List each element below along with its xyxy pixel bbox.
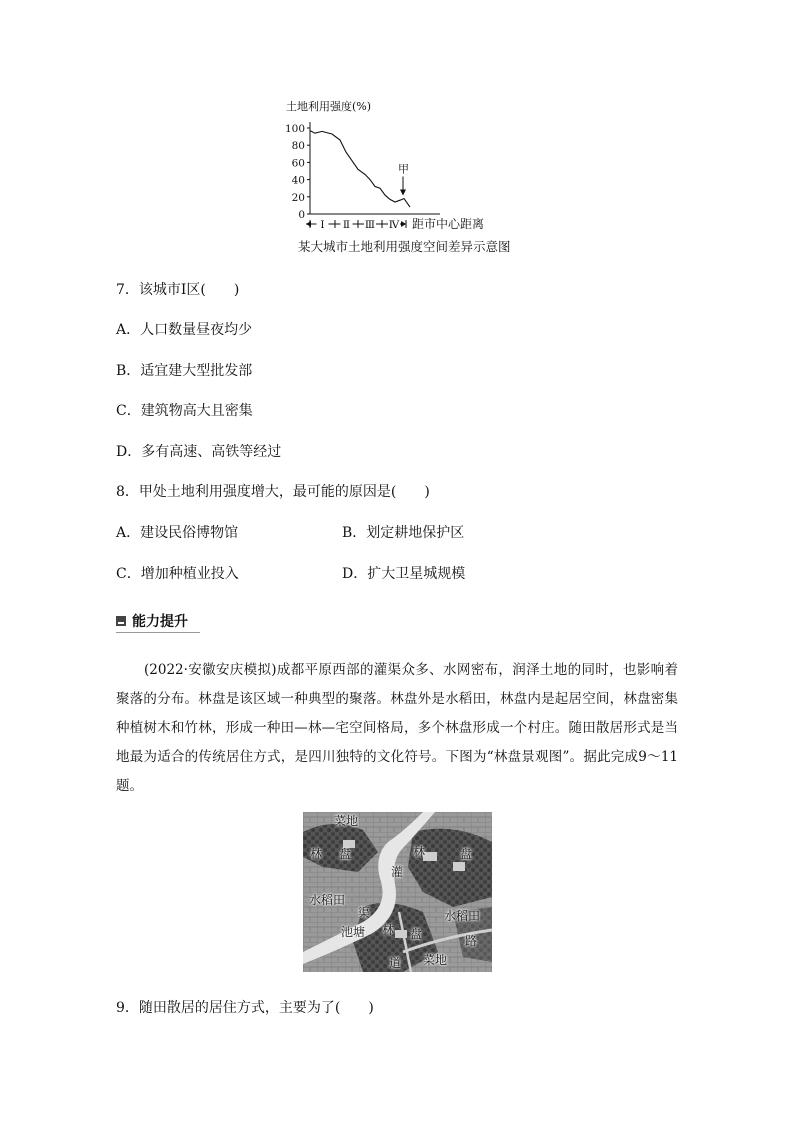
q8-option-a: A．建设民俗博物馆 <box>116 525 239 541</box>
label-paddy-right: 水稻田 <box>444 909 481 923</box>
y-tick-label: 0 <box>298 209 305 221</box>
label-pan-bottom: 盘 <box>410 927 423 941</box>
marker-arrow-head <box>400 190 406 196</box>
q8-option-c: C．增加种植业投入 <box>116 566 239 582</box>
y-tick-label: 100 <box>284 123 305 135</box>
label-dao: 道 <box>389 956 402 970</box>
label-qu: 渠 <box>358 906 371 920</box>
section-marker-icon <box>116 616 126 626</box>
question-9: 9．随田散居的居住方式，主要为了( ) <box>116 1000 374 1016</box>
y-axis-label: 土地利用强度(%) <box>286 100 372 113</box>
zone-label: Ⅳ <box>388 219 400 231</box>
q7-option-c: C．建筑物高大且密集 <box>116 403 253 419</box>
label-pan-left: 盘 <box>339 847 352 861</box>
y-tick-label: 20 <box>291 191 305 204</box>
question-8: 8．甲处土地利用强度增大，最可能的原因是( ) <box>116 484 430 500</box>
q7-option-a: A．人口数量昼夜均少 <box>116 322 253 338</box>
label-lin-right: 林 <box>413 845 426 859</box>
q7-option-d: D．多有高速、高铁等经过 <box>116 444 282 460</box>
section-title: 能力提升 <box>132 614 188 630</box>
chart-caption: 某大城市土地利用强度空间差异示意图 <box>298 239 511 254</box>
section-heading <box>116 609 206 633</box>
x-axis-label: 距市中心距离 <box>412 217 485 231</box>
passage: (2022·安徽安庆模拟)成都平原西部的灌渠众多、水网密布，润泽土地的同时，也影响着聚落的分布。林盘是该区域一种典型的聚落。林盘外是水稻田，林盘内是起居空间，林盘密集种植树木和竹林，形成一种田—林—宅空间格局，多个林盘形成一个村庄。随田散居形式是当地最为适合的传统居住方式，是四川独特的文化符号。下图为“林盘景观图”。据此完成9～11题。 <box>116 662 678 794</box>
zone-label: Ⅱ <box>342 219 351 231</box>
y-tick-label: 80 <box>291 140 305 153</box>
marker-label: 甲 <box>398 162 409 176</box>
label-lin-bottom: 林 <box>382 923 395 937</box>
label-pan-right: 盘 <box>460 847 473 861</box>
chart-line-series <box>310 131 410 208</box>
label-paddy-left: 水稻田 <box>309 893 346 907</box>
q8-option-b: B．划定耕地保护区 <box>342 525 465 541</box>
label-pond: 池塘 <box>341 925 366 939</box>
marker-arrow-icon <box>400 177 406 196</box>
section-underline <box>116 632 200 633</box>
label-lu: 路 <box>465 934 478 948</box>
q7-option-b: B．适宜建大型批发部 <box>116 363 253 379</box>
label-lin-left: 林 <box>310 847 323 861</box>
y-tick-label: 60 <box>291 157 305 170</box>
label-guan: 灌 <box>391 865 404 879</box>
linpan-landscape-photo <box>303 812 492 972</box>
zone-label: Ⅲ <box>364 219 376 231</box>
q8-option-d: D．扩大卫星城规模 <box>342 566 466 582</box>
y-tick-label: 40 <box>291 174 305 187</box>
zone-label: Ⅰ <box>320 219 325 231</box>
label-vegetable-plot-bottom: 菜地 <box>423 953 448 967</box>
question-7: 7．该城市Ⅰ区( ) <box>116 282 240 298</box>
label-vegetable-plot-top: 菜地 <box>334 814 359 828</box>
zone-arrow-right-icon <box>401 221 406 227</box>
